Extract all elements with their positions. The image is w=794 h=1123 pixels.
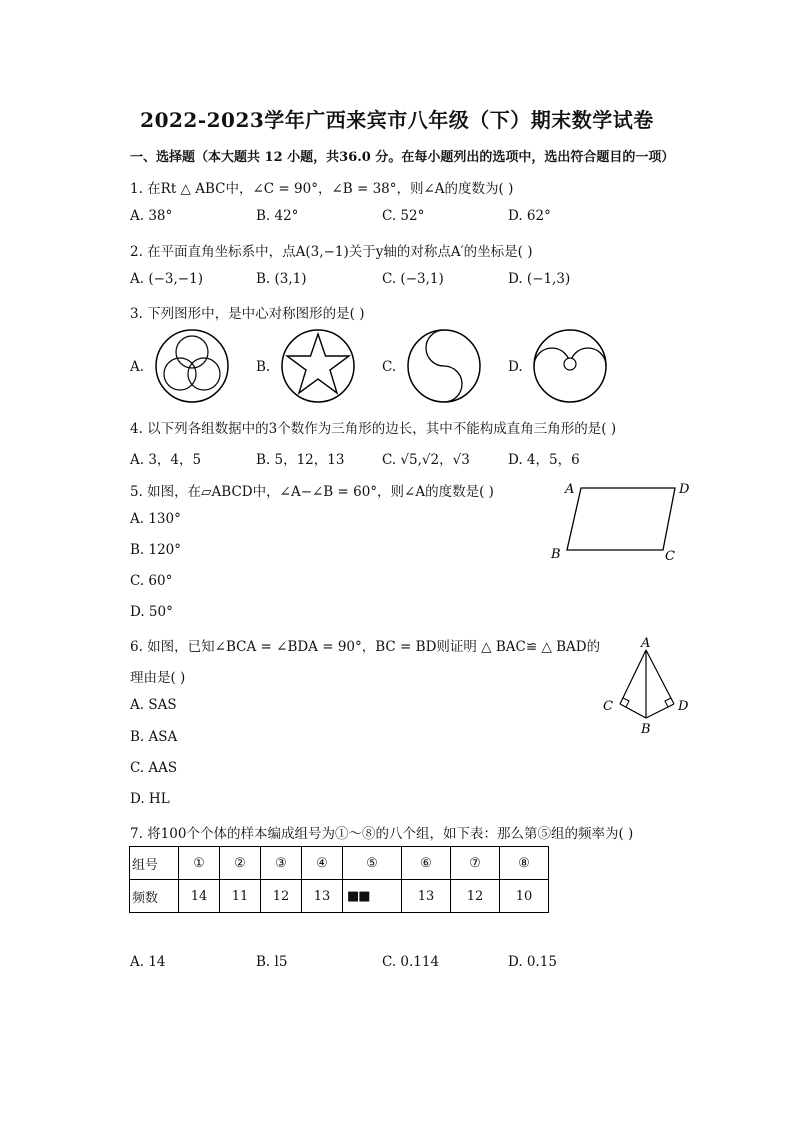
label-d: D — [679, 482, 690, 497]
table-cell: ④ — [302, 847, 343, 880]
q1-option-c: C. 52° — [382, 208, 425, 224]
q3-option-c: C. — [382, 359, 397, 375]
q2-option-a: A. (−3,−1) — [130, 271, 203, 287]
q2-option-d: D. (−1,3) — [508, 271, 571, 287]
label-b: B — [551, 547, 561, 562]
question-4-stem: 4. 以下列各组数据中的3个数作为三角形的边长，其中不能构成直角三角形的是( ) — [130, 421, 617, 437]
table-cell: ⑦ — [451, 847, 500, 880]
q5-option-a: A. 130° — [130, 511, 181, 527]
label-a: A — [565, 482, 575, 497]
label-b: B — [641, 722, 651, 737]
figure-star-circle — [280, 328, 356, 404]
q1-option-b: B. 42° — [256, 208, 299, 224]
table-cell: ⑤ — [343, 847, 402, 880]
table-cell: 11 — [220, 880, 261, 913]
q7-option-c: C. 0.114 — [382, 954, 440, 970]
q4-option-d: D. 4，5，6 — [508, 452, 580, 468]
table-cell: ⑥ — [402, 847, 451, 880]
figure-heart-circle — [532, 328, 608, 404]
question-2-stem: 2. 在平面直角坐标系中，点A(3,−1)关于y轴的对称点A′的坐标是( ) — [130, 244, 533, 260]
q2-option-c: C. (−3,1) — [382, 271, 444, 287]
q4-option-a: A. 3，4，5 — [130, 452, 202, 468]
question-1-stem: 1. 在Rt △ ABC中，∠C = 90°，∠B = 38°，则∠A的度数为( ) — [130, 181, 514, 197]
table-cell: 12 — [261, 880, 302, 913]
q1-option-d: D. 62° — [508, 208, 551, 224]
q5-option-c: C. 60° — [130, 573, 173, 589]
table-cell: ② — [220, 847, 261, 880]
table-cell: 13 — [402, 880, 451, 913]
q6-option-a: A. SAS — [130, 697, 177, 713]
table-cell: ⑧ — [500, 847, 549, 880]
table-header-cell: 组号 — [130, 847, 179, 880]
table-cell: ③ — [261, 847, 302, 880]
table-row-group-number — [130, 847, 549, 880]
label-a: A — [641, 636, 651, 651]
q2-option-b: B. (3,1) — [256, 271, 307, 287]
section-heading: 一、选择题（本大题共 12 小题，共36.0 分。在每小题列出的选项中，选出符合题目的一项） — [130, 150, 675, 165]
question-7-stem: 7. 将100个个体的样本编成组号为①～⑧的八个组，如下表：那么第⑤组的频率为( ) — [130, 826, 634, 842]
table-cell: 12 — [451, 880, 500, 913]
question-5-stem: 5. 如图，在▱ABCD中，∠A−∠B = 60°，则∠A的度数是( ) — [130, 484, 494, 500]
q6-option-b: B. ASA — [130, 729, 178, 745]
q4-option-b: B. 5，12，13 — [256, 452, 345, 468]
label-c: C — [603, 699, 613, 714]
figure-parallelogram — [545, 474, 705, 566]
q3-option-a: A. — [130, 359, 145, 375]
figure-kite-triangles — [598, 634, 698, 738]
table-cell: 10 — [500, 880, 549, 913]
question-3-stem: 3. 下列图形中，是中心对称图形的是( ) — [130, 306, 365, 322]
page-title: 2022-2023学年广西来宾市八年级（下）期末数学试卷 — [140, 108, 654, 132]
figure-yin-yang — [406, 328, 482, 404]
table-cell-obscured: ■■ — [343, 880, 402, 913]
q1-option-a: A. 38° — [130, 208, 173, 224]
q6-option-d: D. HL — [130, 791, 170, 807]
table-cell: ① — [179, 847, 220, 880]
table-cell: 14 — [179, 880, 220, 913]
q4-option-c: C. √5,√2，√3 — [382, 452, 470, 468]
label-d: D — [678, 699, 689, 714]
q3-option-d: D. — [508, 359, 523, 375]
label-c: C — [665, 549, 675, 564]
figure-three-arcs — [154, 328, 230, 404]
q7-option-b: B. l5 — [256, 954, 288, 970]
table-row-frequency — [130, 880, 549, 913]
table-cell: 13 — [302, 880, 343, 913]
table-header-cell: 频数 — [130, 880, 179, 913]
frequency-table — [129, 846, 549, 913]
question-6-stem-line1: 6. 如图，已知∠BCA = ∠BDA = 90°，BC = BD则证明 △ BAC≌ △ BAD的 — [130, 639, 601, 655]
q5-option-b: B. 120° — [130, 542, 182, 558]
question-6-stem-line2: 理由是( ) — [130, 670, 186, 686]
q3-option-b: B. — [256, 359, 271, 375]
q6-option-c: C. AAS — [130, 760, 178, 776]
q7-option-a: A. 14 — [130, 954, 166, 970]
q7-option-d: D. 0.15 — [508, 954, 557, 970]
q5-option-d: D. 50° — [130, 604, 173, 620]
